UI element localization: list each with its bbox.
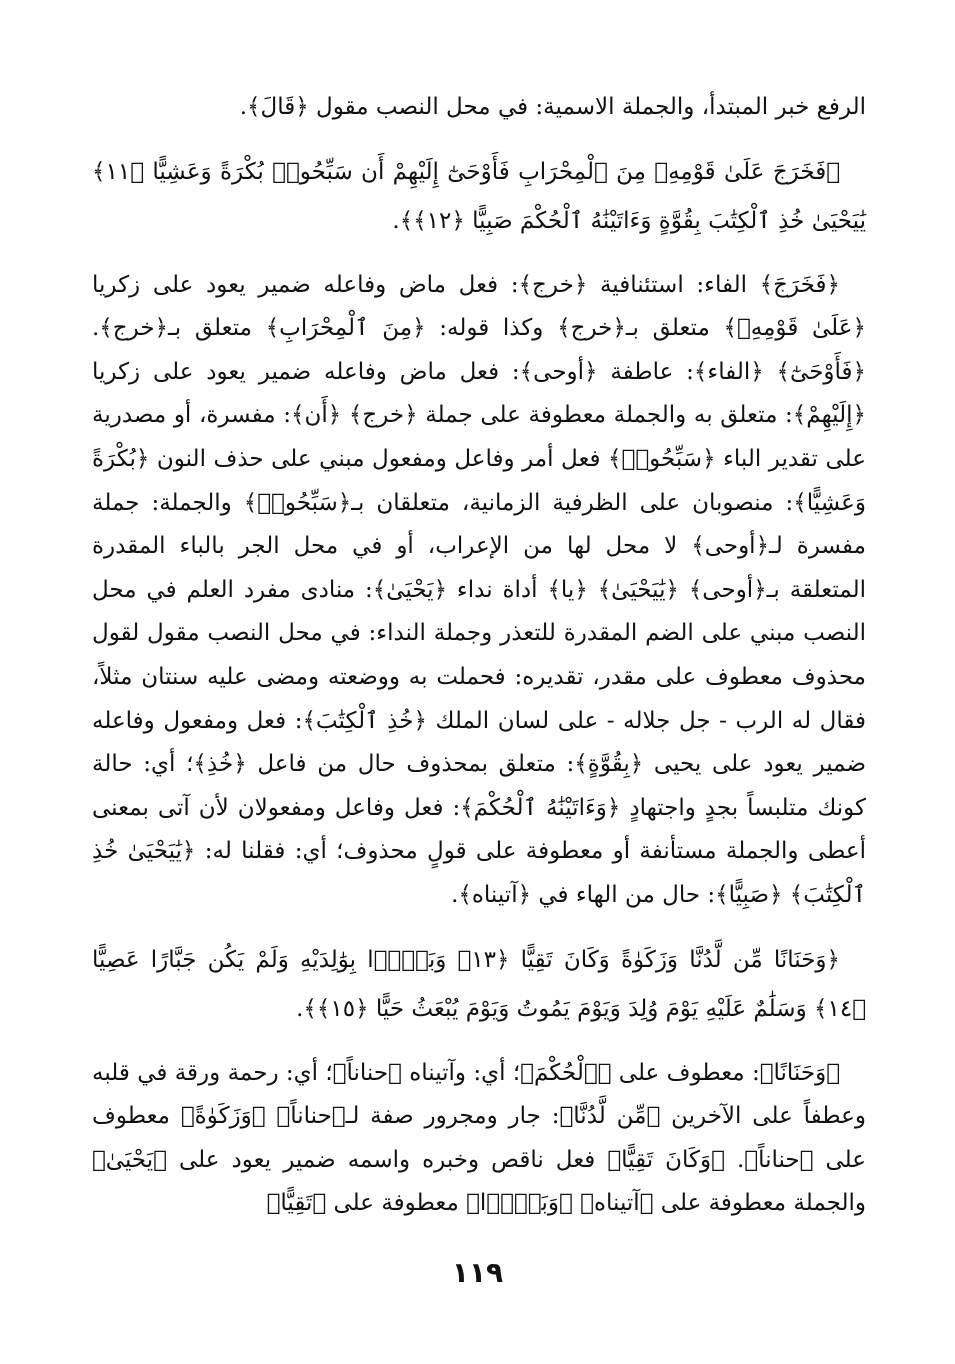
intro-paragraph: الرفع خبر المبتدأ، والجملة الاسمية: في محل النصب مقول ﴿قَالَ﴾. <box>239 94 866 120</box>
spacer <box>92 130 866 148</box>
quran-verse-11-12: ﴿فَخَرَجَ عَلَىٰ قَوْمِهِۦ مِنَ ٱلْمِحْرَابِ فَأَوْحَىٰٓ إِلَيْهِمْ أَن سَبِّحُوا۟ بُكْرَةً وَعَشِيًّا ﴿١١﴾ يَٰيَحْيَىٰ خُذِ ٱلْكِتَٰبَ بِقُوَّةٍ وَءَاتَيْنَٰهُ ٱلْحُكْمَ صَبِيًّا ﴿١٢﴾﴾. <box>92 158 866 234</box>
spacer <box>92 918 866 936</box>
grammar-analysis-paragraph: ﴿فَخَرَجَ﴾ الفاء: استئنافية ﴿خرج﴾: فعل ماض وفاعله ضمير يعود على زكريا ﴿عَلَىٰ قَوْمِهِۦ﴾ متعلق بـ﴿خرج﴾ وكذا قوله: ﴿مِنَ ٱلْمِحْرَابِ﴾ متعلق بـ﴿خرج﴾. ﴿فَأَوْحَىٰٓ﴾ ﴿الفاء﴾: عاطفة ﴿أوحى﴾: فعل ماض وفاعله ضمير يعود على زكريا ﴿إِلَيْهِمْ﴾: متعلق به والجملة معطوفة على جملة ﴿خرج﴾ ﴿أَن﴾: مفسرة، أو مصدرية على تقدير الباء ﴿سَبِّحُوا۟﴾ فعل أمر وفاعل ومفعول مبني على حذف النون ﴿بُكْرَةً وَعَشِيًّا﴾: منصوبان على الظرفية الزمانية، متعلقان بـ﴿سَبِّحُوا۟﴾ والجملة: جملة مفسرة لـ﴿أوحى﴾ لا محل لها من الإعراب، أو في محل الجر بالباء المقدرة المتعلقة بـ﴿أوحى﴾ ﴿يَٰيَحْيَىٰ﴾ ﴿يا﴾ أداة نداء ﴿يَحْيَىٰ﴾: منادى مفرد العلم في محل النصب مبني على الضم المقدرة للتعذر وجملة النداء: في محل النصب مقول لقول محذوف معطوف على مقدر، تقديره: فحملت به ووضعته ومضى عليه سنتان مثلاً، فقال له الرب - جل جلاله - على لسان الملك ﴿خُذِ ٱلْكِتَٰبَ﴾: فعل ومفعول وفاعله ضمير يعود على يحيى ﴿بِقُوَّةٍ﴾: متعلق بمحذوف حال من فاعل ﴿خُذِ﴾؛ أي: حالة كونك متلبساً بجدٍ واجتهادٍ ﴿وَءَاتَيْنَٰهُ ٱلْحُكْمَ﴾: فعل وفاعل ومفعولان لأن آتى بمعنى أعطى والجملة مستأنفة أو معطوفة على قولٍ محذوف؛ أي: فقلنا له: ﴿يَٰيَحْيَىٰ خُذِ ٱلْكِتَٰبَ﴾ ﴿صَبِيًّا﴾: حال من الهاء في ﴿آتيناه﴾. <box>92 271 867 908</box>
spacer <box>92 1034 866 1052</box>
page-number: ١١٩ <box>451 1256 504 1289</box>
spacer <box>92 246 866 264</box>
grammar-analysis-paragraph-2: ﴿وَحَنَانًا﴾: معطوف على ﴿ٱلْحُكْمَ﴾؛ أي: وآتيناه ﴿حناناً﴾؛ أي: رحمة ورقة في قلبه وعطفاً على الآخرين ﴿مِّن لَّدُنَّا﴾: جار ومجرور صفة لـ﴿حناناً﴾ ﴿وَزَكَوٰةً﴾ معطوف على ﴿حناناً﴾. ﴿وَكَانَ تَقِيًّا﴾ فعل ناقص وخبره واسمه ضمير يعود على ﴿يَحْيَىٰ﴾ والجملة معطوفة على ﴿آتيناه﴾ ﴿وَبَرًّۢا﴾ معطوفة على ﴿تَقِيًّا﴾ <box>92 1059 866 1217</box>
text-block <box>92 86 866 1226</box>
quran-verse-13-15: ﴿وَحَنَانًا مِّن لَّدُنَّا وَزَكَوٰةً وَكَانَ تَقِيًّا ﴿١٣﴾ وَبَرًّۢا بِوَٰلِدَيْهِ وَلَمْ يَكُن جَبَّارًا عَصِيًّا ﴿١٤﴾ وَسَلَٰمٌ عَلَيْهِ يَوْمَ وُلِدَ وَيَوْمَ يَمُوتُ وَيَوْمَ يُبْعَثُ حَيًّا ﴿١٥﴾﴾. <box>92 946 866 1022</box>
